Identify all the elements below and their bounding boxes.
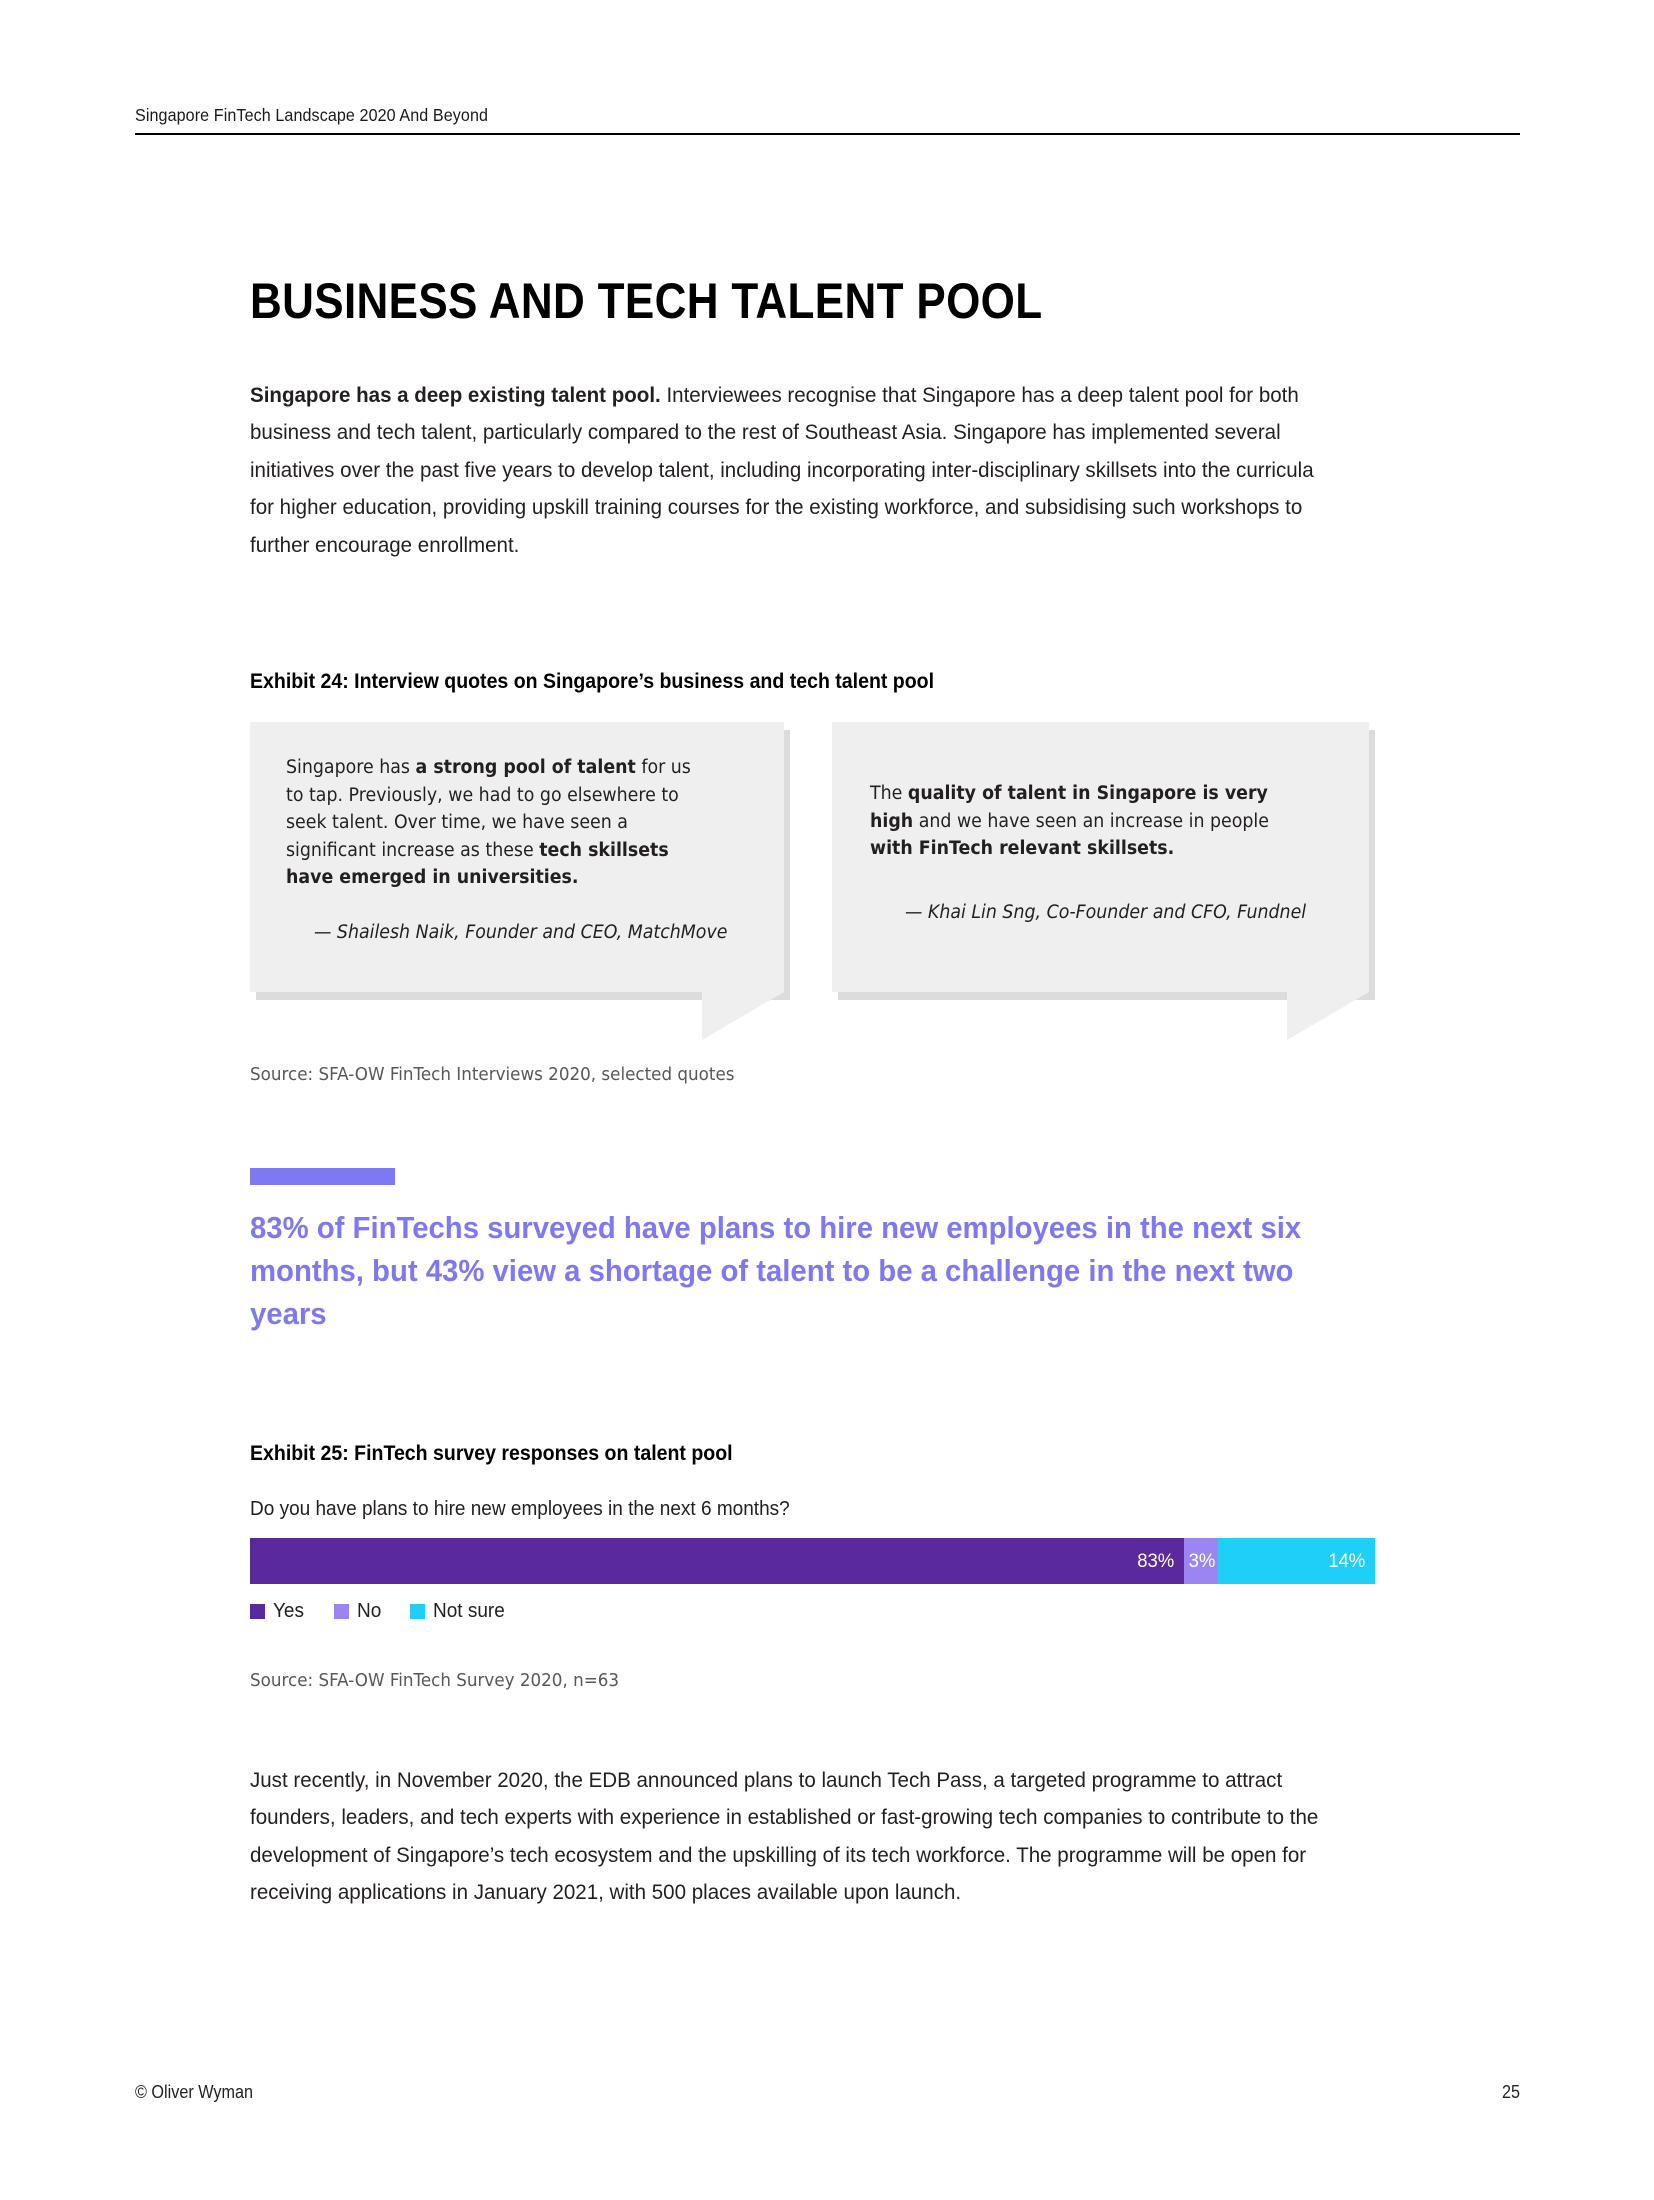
quote-2-bold-a: quality of talent in Singapore is very high <box>870 783 1268 832</box>
quote-card-2-attribution: — Khai Lin Sng, Co-Founder and CFO, Fundnel <box>905 902 1307 923</box>
legend-item-yes <box>250 1600 306 1623</box>
legend-swatch-yes <box>250 1604 265 1619</box>
quote-card-1-tail <box>702 992 784 1040</box>
quote-2-bold-b: with FinTech relevant skillsets. <box>870 838 1175 859</box>
legend-label-yes: Yes <box>273 1600 305 1622</box>
callout-accent-bar <box>250 1168 395 1185</box>
quote-1-bold-b: tech skillsets have emerged in universities. <box>286 839 669 888</box>
running-header-title: Singapore FinTech Landscape 2020 And Beyond <box>135 105 489 125</box>
legend-item-no <box>334 1600 383 1623</box>
bar-segment-no <box>1184 1538 1218 1584</box>
quote-card-2-text <box>870 780 1302 863</box>
closing-paragraph: Just recently, in November 2020, the EDB announced plans to launch Tech Pass, a targeted programme to attract founders, leaders, and tech experts with experience in established or fast-growing tech companies to contribute to the development of Singapore’s tech ecosystem and the upskilling of its tech workforce. The programme will be open for receiving applications in January 2021, with 500 places available upon launch. <box>250 1767 1319 1904</box>
legend-label-not-sure: Not sure <box>433 1600 506 1622</box>
legend-swatch-no <box>334 1604 349 1619</box>
quote-1-text-a: Singapore has <box>286 757 416 778</box>
page-title: BUSINESS AND TECH TALENT POOL <box>250 272 1043 329</box>
quote-2-text-a: The <box>870 783 908 804</box>
bar-segment-not-sure <box>1218 1538 1376 1584</box>
running-header <box>135 105 1520 135</box>
bar-segment-yes <box>250 1538 1184 1584</box>
bar-segment-no-label: 3% <box>1188 1549 1216 1572</box>
bar-segment-not-sure-label: 14% <box>1328 1549 1366 1572</box>
legend-item-not-sure <box>410 1600 509 1623</box>
footer-copyright: © Oliver Wyman <box>135 2082 254 2102</box>
bar-segment-yes-label: 83% <box>1136 1549 1174 1572</box>
exhibit-24-quotes <box>250 722 1375 1022</box>
quote-1-bold-a: a strong pool of talent <box>415 757 636 778</box>
quote-2-text-b: and we have seen an increase in people <box>913 810 1269 832</box>
exhibit-24-source: Source: SFA-OW FinTech Interviews 2020, selected quotes <box>250 1064 735 1085</box>
chart-legend <box>250 1600 537 1623</box>
exhibit-24-heading: Exhibit 24: Interview quotes on Singapore’s business and tech talent pool <box>250 670 935 693</box>
footer-page-number: 25 <box>1501 2082 1520 2102</box>
legend-swatch-not-sure <box>410 1604 425 1619</box>
intro-paragraph-body: Interviewees recognise that Singapore has a deep talent pool for both business and tech talent, particularly compared to the rest of Southeast Asia. Singapore has implemented several initiatives over the past five years to develop talent, including incorporating inter-disciplinary skillsets into the curricula for higher education, providing upskill training courses for the existing workforce, and subsidising such workshops to further encourage enrollment. <box>250 382 1314 557</box>
quote-card-1-text <box>286 754 711 892</box>
exhibit-25-heading: Exhibit 25: FinTech survey responses on talent pool <box>250 1442 733 1465</box>
legend-label-no: No <box>356 1600 381 1622</box>
chart-question-label: Do you have plans to hire new employees in the next 6 months? <box>250 1498 790 1520</box>
page-footer <box>135 2082 1520 2103</box>
quote-card-1-attribution: — Shailesh Naik, Founder and CEO, MatchMove <box>314 922 728 943</box>
intro-paragraph <box>250 377 1329 565</box>
stacked-bar-chart <box>250 1538 1375 1584</box>
callout-text: 83% of FinTechs surveyed have plans to hire new employees in the next six months, but 43% view a shortage of talent to be a challenge in the next two years <box>250 1210 1302 1331</box>
exhibit-25-source: Source: SFA-OW FinTech Survey 2020, n=63 <box>250 1670 620 1691</box>
header-divider <box>135 133 1520 135</box>
quote-card-2-tail <box>1287 992 1369 1040</box>
quote-1-text-b: for us to tap. Previously, we had to go elsewhere to seek talent. Over time, we have seen a significant increase as these <box>286 757 691 861</box>
intro-paragraph-lead: Singapore has a deep existing talent pool. <box>250 382 661 407</box>
